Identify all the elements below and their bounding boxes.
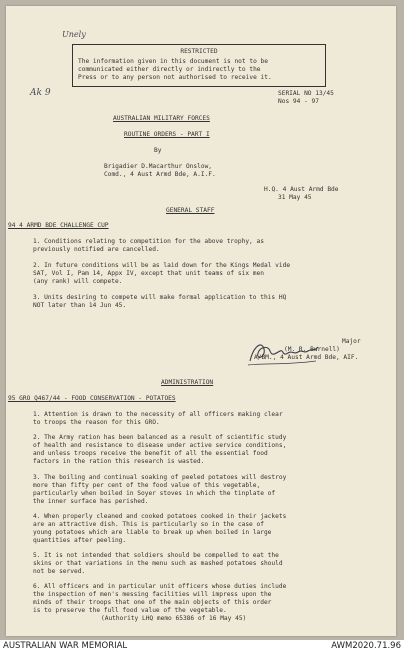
heading-by: By <box>154 147 162 154</box>
order-95-para-2: of health and resistance to disease under active service conditions, <box>33 442 287 449</box>
order-95-para-2: and unless troops receive the benefit of all the essential food <box>33 450 268 457</box>
order-95-para-6: minds of their troops that one of the main objects of this order <box>33 599 272 606</box>
signature-name: (M. R. Burnell) <box>284 346 340 353</box>
heading-appointment: Comd., 4 Aust Armd Bde, A.I.F. <box>104 171 216 178</box>
serial-range: Nos 94 - 97 <box>278 98 319 105</box>
hq-date: 31 May 45 <box>278 194 312 201</box>
order-95-para-3: particularly when boiled in Soyer stoves in which the tinplate of <box>33 490 276 497</box>
order-94-para-2: SAT, Vol I, Pam 14, Appx IV, except that unit teams of six men <box>33 270 264 277</box>
order-94-para-1: 1. Conditions relating to competition for the above trophy, as <box>33 238 264 245</box>
order-94-para-3: NOT later than 14 Jun 45. <box>33 302 127 309</box>
hq-line: H.Q. 4 Aust Armd Bde <box>264 186 339 193</box>
order-95-para-3: more than fifty per cent of the food value of this vegetable, <box>33 482 261 489</box>
order-95-para-3: the inner surface has perished. <box>33 498 149 505</box>
restricted-line: The information given in this document is not to be <box>78 58 268 65</box>
order-95-para-3: 3. The boiling and continual soaking of peeled potatoes will destroy <box>33 474 287 481</box>
order-95-authority: (Authority LHQ memo 65386 of 16 May 45) <box>101 615 247 622</box>
section-administration: ADMINISTRATION <box>161 379 214 386</box>
order-95-para-1: to troops the reason for this GRO. <box>33 419 160 426</box>
order-95-para-6: 6. All officers and in particular unit officers whose duties include <box>33 583 287 590</box>
order-95-para-6: is to preserve the full food value of the vegetable. <box>33 607 227 614</box>
caption-accession-number: AWM2020.71.96 <box>331 641 401 651</box>
order-94-para-2: 2. In future conditions will be as laid down for the Kings Medal vide <box>33 262 291 269</box>
order-95-para-4: young potatoes which are liable to break up when boiled in large <box>33 529 272 536</box>
signature-appointment: A/BM., 4 Aust Armd Bde, AIF. <box>254 354 359 361</box>
document-page <box>6 6 396 636</box>
serial-number: SERIAL NO 13/45 <box>278 90 334 97</box>
restricted-line: communicated either directly or indirectly to the <box>78 66 261 73</box>
order-94-para-2: (any rank) will compete. <box>33 278 123 285</box>
order-95-para-4: quantities after peeling. <box>33 537 127 544</box>
heading-routine-orders: ROUTINE ORDERS - PART I <box>124 131 210 138</box>
heading-commander: Brigadier D.Macarthur Onslow, <box>104 163 213 170</box>
caption-bar <box>0 640 404 653</box>
restricted-box <box>72 44 326 87</box>
order-95-para-4: 4. When properly cleaned and cooked potatoes cooked in their jackets <box>33 513 287 520</box>
order-95-para-1: 1. Attention is drawn to the necessity of all officers making clear <box>33 411 283 418</box>
restricted-title: RESTRICTED <box>180 48 218 55</box>
handwritten-note: Unely <box>62 30 86 39</box>
order-94-para-3: 3. Units desiring to compete will make formal application to this HQ <box>33 294 287 301</box>
section-general-staff: GENERAL STAFF <box>166 207 215 214</box>
signature-rank: Major <box>342 338 361 345</box>
restricted-line: Press or to any person not authorised to receive it. <box>78 74 272 81</box>
order-94-title: 94 4 ARMD BDE CHALLENGE CUP <box>8 222 109 229</box>
order-95-para-5: not be served. <box>33 568 86 575</box>
order-95-para-2: factors in the ration this research is wasted. <box>33 458 205 465</box>
order-95-para-2: 2. The Army ration has been balanced as a result of scientific study <box>33 434 287 441</box>
margin-handwriting: Ak 9 <box>30 88 51 98</box>
order-95-title: 95 GRO Q467/44 - FOOD CONSERVATION - POTATOES <box>8 395 176 402</box>
caption-institution: AUSTRALIAN WAR MEMORIAL <box>3 641 128 651</box>
order-94-para-1: previously notified are cancelled. <box>33 246 160 253</box>
order-95-para-5: skins or that variations in the menu such as mashed potatoes should <box>33 560 283 567</box>
heading-forces: AUSTRALIAN MILITARY FORCES <box>113 115 210 122</box>
order-95-para-4: are an attractive dish. This is particularly so in the case of <box>33 521 264 528</box>
order-95-para-6: the inspection of men's messing facilities will impress upon the <box>33 591 272 598</box>
order-95-para-5: 5. It is not intended that soldiers should be compelled to eat the <box>33 552 279 559</box>
